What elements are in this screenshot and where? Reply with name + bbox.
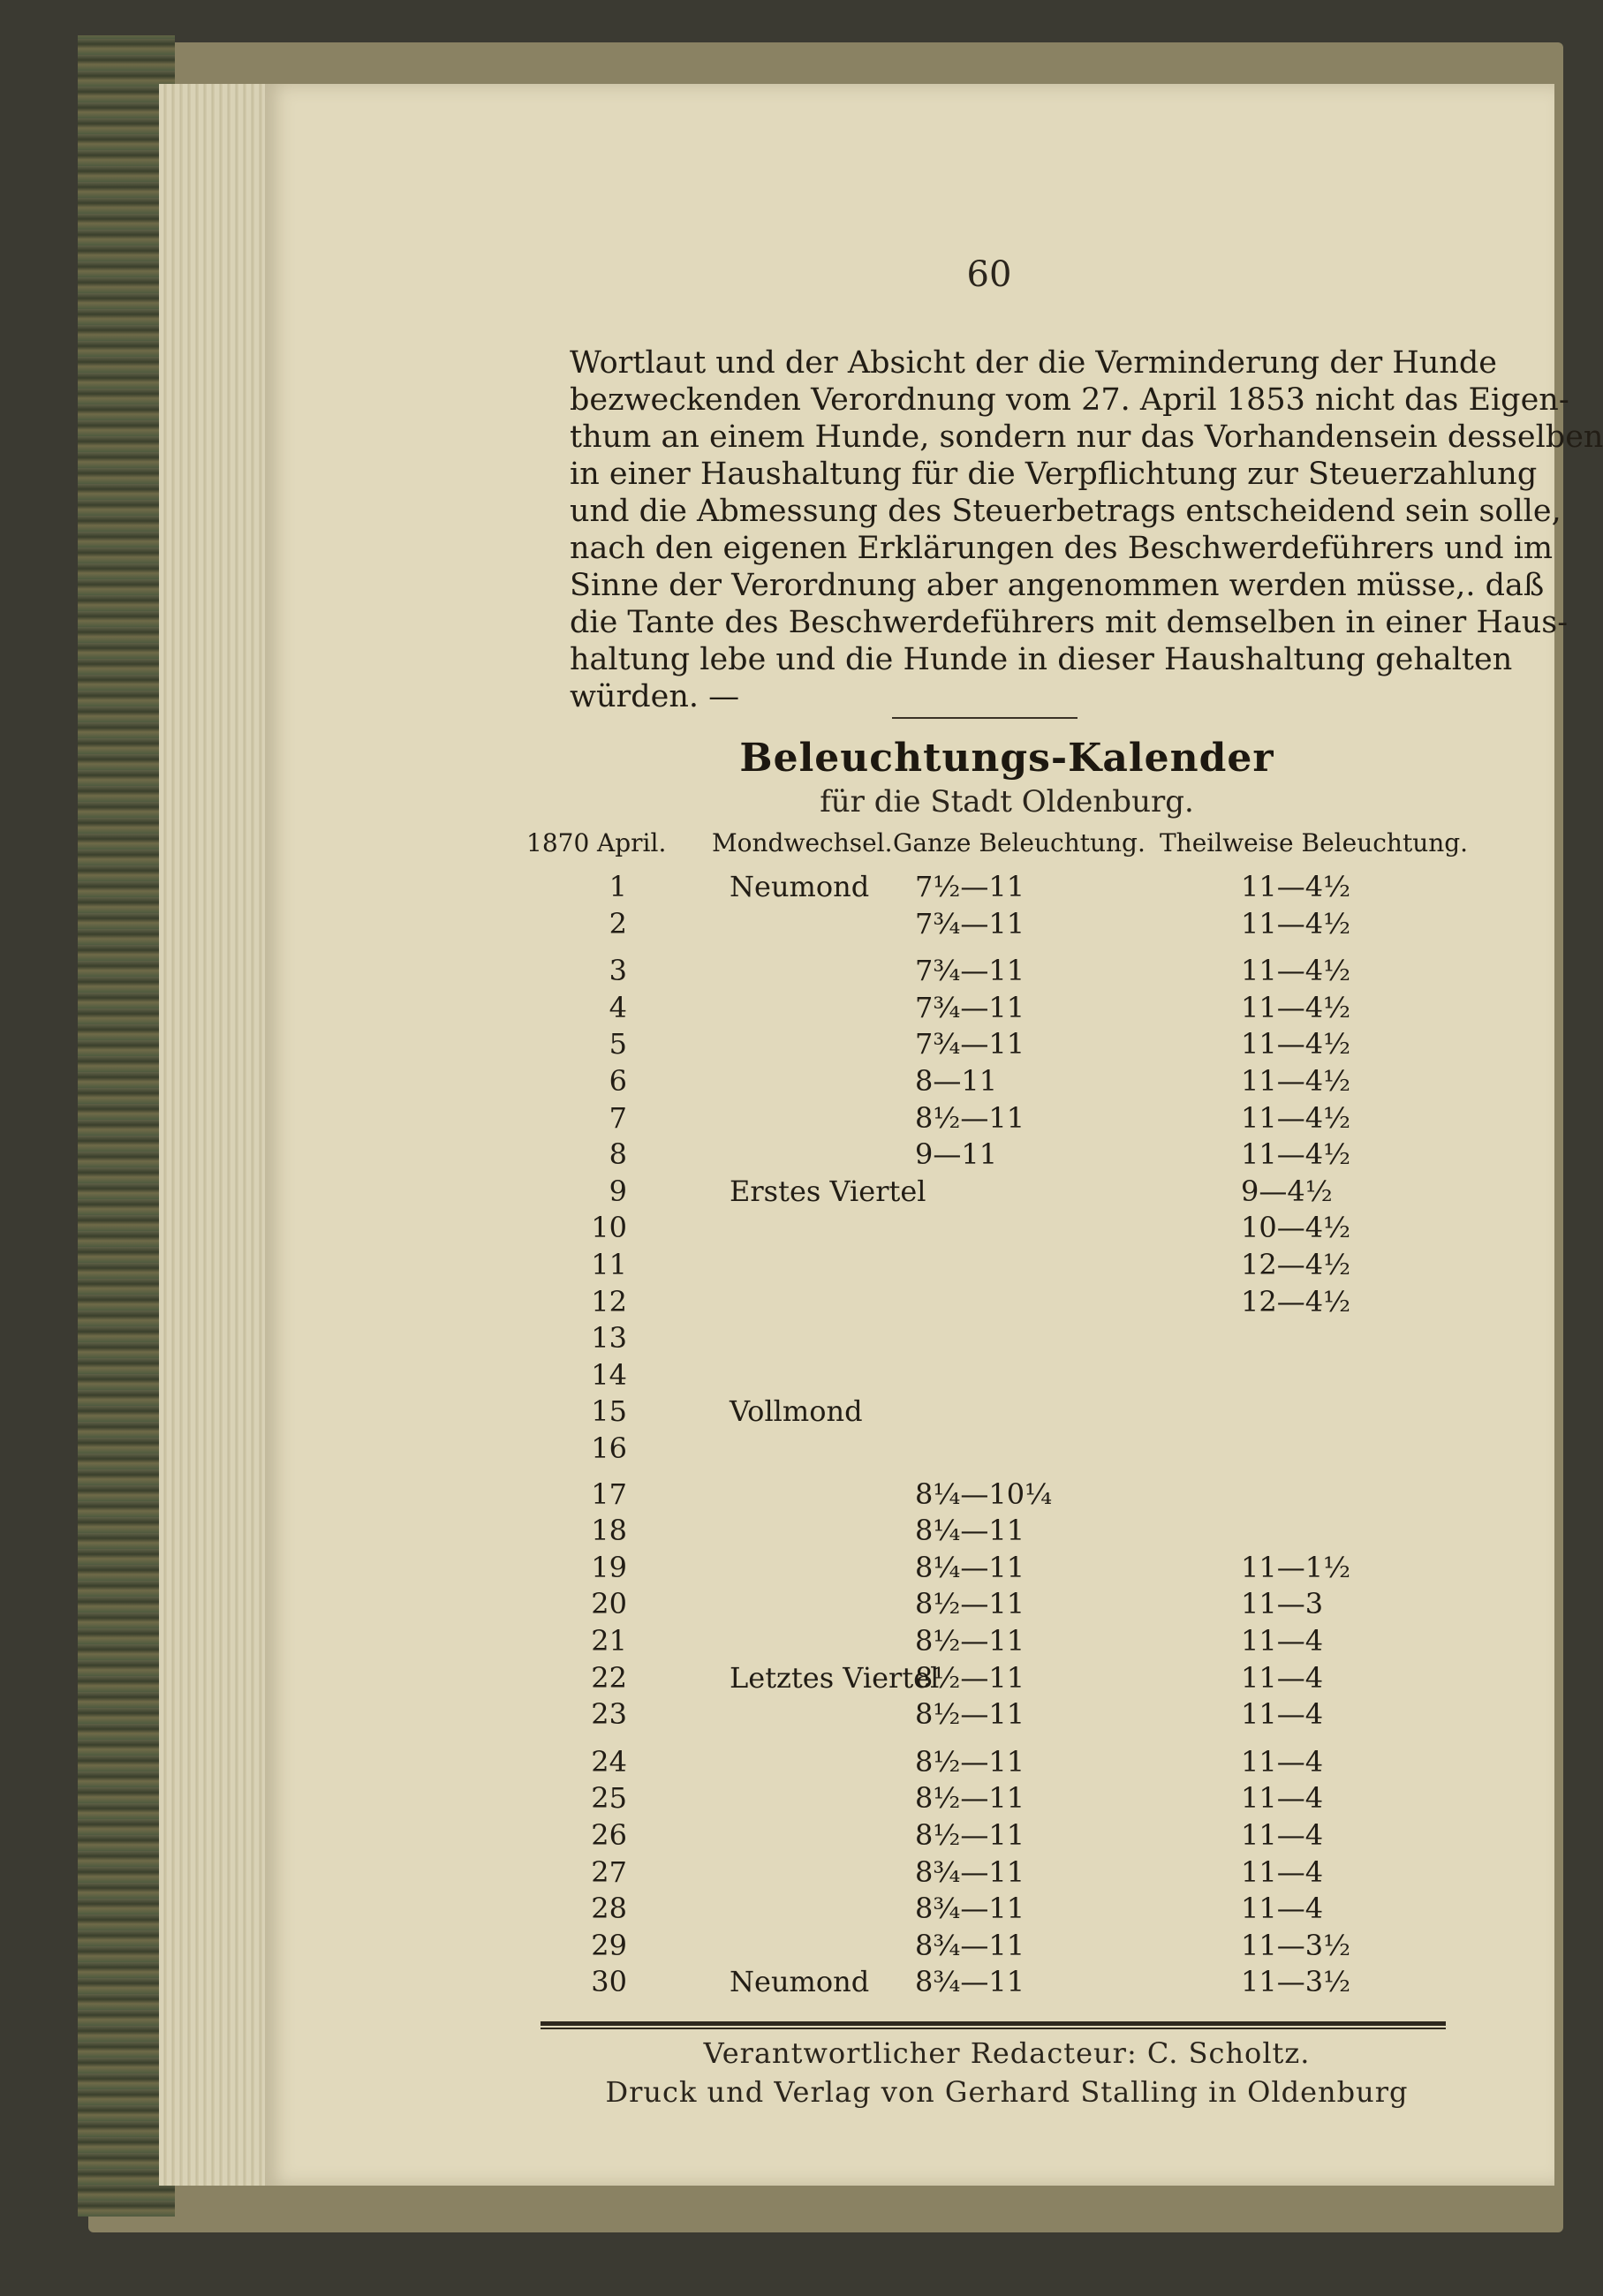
day-cell: 6 bbox=[609, 1064, 627, 1098]
day-cell: 21 bbox=[591, 1624, 627, 1658]
table-row bbox=[0, 1965, 1578, 1997]
table-row bbox=[0, 1174, 1578, 1206]
moon-phase-cell: Neumond bbox=[730, 1965, 870, 1999]
paragraph-line: und die Abmessung des Steuerbetrags entscheidend sein solle, bbox=[570, 494, 1561, 529]
partial-lighting-cell: 11—4 bbox=[1241, 1744, 1324, 1779]
partial-lighting-cell: 12—4½ bbox=[1241, 1248, 1351, 1281]
partial-lighting-cell: 11—3 bbox=[1241, 1587, 1324, 1621]
table-row bbox=[0, 1394, 1578, 1429]
table-row bbox=[0, 1211, 1578, 1245]
day-cell: 2 bbox=[609, 906, 627, 940]
partial-lighting-cell: 11—4 bbox=[1241, 1892, 1324, 1926]
moon-phase-cell: Letztes Viertel bbox=[730, 1660, 940, 1695]
table-row bbox=[0, 1514, 1578, 1548]
partial-lighting-cell: 11—4 bbox=[1241, 1818, 1324, 1852]
day-cell: 12 bbox=[591, 1284, 627, 1318]
table-row bbox=[0, 1551, 1578, 1582]
day-cell: 28 bbox=[591, 1892, 627, 1926]
day-cell: 4 bbox=[609, 990, 627, 1024]
full-lighting-cell: 8½—11 bbox=[915, 1744, 1025, 1779]
header-partial-lighting: Theilweise Beleuchtung. bbox=[1160, 828, 1469, 857]
day-cell: 16 bbox=[591, 1431, 627, 1465]
day-cell: 11 bbox=[591, 1248, 627, 1281]
day-cell: 25 bbox=[591, 1781, 627, 1816]
partial-lighting-cell: 11—4½ bbox=[1241, 1137, 1351, 1172]
table-row bbox=[0, 1285, 1578, 1317]
full-lighting-cell: 7¾—11 bbox=[915, 1027, 1025, 1061]
header-moon-phase: Mondwechsel. bbox=[712, 828, 893, 857]
moon-phase-cell: Vollmond bbox=[730, 1394, 863, 1429]
day-cell: 18 bbox=[591, 1514, 627, 1548]
day-cell: 13 bbox=[591, 1321, 627, 1356]
table-row bbox=[0, 1855, 1578, 1887]
full-lighting-cell: 8¼—11 bbox=[915, 1550, 1025, 1584]
paragraph-line: Wortlaut und der Absicht der die Verminderung der Hunde bbox=[570, 345, 1498, 381]
day-cell: 3 bbox=[609, 954, 627, 988]
partial-lighting-cell: 11—4½ bbox=[1241, 954, 1351, 988]
partial-lighting-cell: 12—4½ bbox=[1241, 1284, 1351, 1318]
day-cell: 22 bbox=[591, 1660, 627, 1695]
full-lighting-cell: 8½—11 bbox=[915, 1624, 1025, 1658]
full-lighting-cell: 8¾—11 bbox=[915, 1965, 1025, 1999]
full-lighting-cell: 7½—11 bbox=[915, 870, 1025, 903]
partial-lighting-cell: 11—4½ bbox=[1241, 1027, 1351, 1061]
partial-lighting-cell: 11—3½ bbox=[1241, 1965, 1351, 1999]
full-lighting-cell: 8½—11 bbox=[915, 1781, 1025, 1816]
day-cell: 15 bbox=[591, 1394, 627, 1429]
full-lighting-cell: 7¾—11 bbox=[915, 954, 1025, 988]
moon-phase-cell: Erstes Viertel bbox=[730, 1174, 926, 1208]
day-cell: 29 bbox=[591, 1928, 627, 1962]
table-row bbox=[0, 1892, 1578, 1926]
day-cell: 27 bbox=[591, 1854, 627, 1889]
paragraph-line: würden. — bbox=[570, 679, 740, 714]
table-row bbox=[0, 1248, 1578, 1280]
full-lighting-cell: 8½—11 bbox=[915, 1818, 1025, 1852]
table-row bbox=[0, 1929, 1578, 1960]
page-number: 60 bbox=[966, 254, 1012, 295]
partial-lighting-cell: 11—4½ bbox=[1241, 1100, 1351, 1135]
day-cell: 23 bbox=[591, 1697, 627, 1732]
full-lighting-cell: 8½—11 bbox=[915, 1697, 1025, 1732]
partial-lighting-cell: 11—4½ bbox=[1241, 990, 1351, 1024]
paragraph-line: die Tante des Beschwerdeführers mit demselben in einer Haus- bbox=[570, 605, 1569, 640]
day-cell: 10 bbox=[591, 1211, 627, 1245]
table-row bbox=[0, 1477, 1578, 1509]
full-lighting-cell: 8½—11 bbox=[915, 1587, 1025, 1621]
table-row bbox=[0, 1137, 1578, 1172]
full-lighting-cell: 8¾—11 bbox=[915, 1928, 1025, 1962]
day-cell: 8 bbox=[609, 1137, 627, 1172]
section-divider bbox=[892, 717, 1077, 719]
partial-lighting-cell: 11—1½ bbox=[1241, 1550, 1351, 1584]
full-lighting-cell: 8¼—10¼ bbox=[915, 1477, 1053, 1511]
full-lighting-cell: 8½—11 bbox=[915, 1660, 1025, 1695]
moon-phase-cell: Neumond bbox=[730, 870, 870, 903]
paragraph-line: bezweckenden Verordnung vom 27. April 1853 nicht das Eigen- bbox=[570, 382, 1569, 418]
day-cell: 19 bbox=[591, 1550, 627, 1584]
table-row bbox=[0, 907, 1578, 939]
table-row bbox=[0, 1064, 1578, 1096]
full-lighting-cell: 8¾—11 bbox=[915, 1854, 1025, 1889]
table-row bbox=[0, 1587, 1578, 1619]
footer-rule bbox=[541, 2021, 1446, 2029]
day-cell: 14 bbox=[591, 1357, 627, 1392]
partial-lighting-cell: 11—4 bbox=[1241, 1781, 1324, 1816]
partial-lighting-cell: 11—4½ bbox=[1241, 1064, 1351, 1098]
editor-credit: Verantwortlicher Redacteur: C. Scholtz. bbox=[703, 2036, 1311, 2070]
table-row bbox=[0, 1431, 1578, 1463]
printer-credit: Druck und Verlag von Gerhard Stalling in Oldenburg bbox=[605, 2075, 1409, 2109]
day-cell: 5 bbox=[609, 1027, 627, 1061]
partial-lighting-cell: 11—4 bbox=[1241, 1660, 1324, 1695]
paragraph-line: haltung lebe und die Hunde in dieser Haushaltung gehalten bbox=[570, 642, 1513, 677]
header-year: 1870 bbox=[526, 828, 590, 857]
full-lighting-cell: 8¾—11 bbox=[915, 1892, 1025, 1926]
day-cell: 26 bbox=[591, 1818, 627, 1852]
partial-lighting-cell: 11—4½ bbox=[1241, 906, 1351, 940]
paragraph-line: in einer Haushaltung für die Verpflichtung zur Steuerzahlung bbox=[570, 457, 1538, 492]
partial-lighting-cell: 9—4½ bbox=[1241, 1174, 1333, 1208]
day-cell: 9 bbox=[609, 1174, 627, 1208]
day-cell: 7 bbox=[609, 1100, 627, 1135]
header-full-lighting: Ganze Beleuchtung. bbox=[893, 828, 1146, 857]
table-row bbox=[0, 1697, 1578, 1732]
day-cell: 20 bbox=[591, 1587, 627, 1621]
day-cell: 17 bbox=[591, 1477, 627, 1511]
calendar-subtitle: für die Stadt Oldenburg. bbox=[820, 784, 1194, 819]
full-lighting-cell: 8½—11 bbox=[915, 1100, 1025, 1135]
partial-lighting-cell: 10—4½ bbox=[1241, 1211, 1351, 1245]
table-row bbox=[0, 1101, 1578, 1133]
body-paragraph bbox=[570, 344, 1603, 715]
full-lighting-cell: 7¾—11 bbox=[915, 990, 1025, 1024]
table-row bbox=[0, 1745, 1578, 1777]
day-cell: 1 bbox=[609, 870, 627, 903]
partial-lighting-cell: 11—4 bbox=[1241, 1697, 1324, 1732]
full-lighting-cell: 8—11 bbox=[915, 1064, 998, 1098]
table-row bbox=[0, 1321, 1578, 1356]
table-row bbox=[0, 1027, 1578, 1059]
partial-lighting-cell: 11—4 bbox=[1241, 1624, 1324, 1658]
paragraph-line: thum an einem Hunde, sondern nur das Vorhandensein desselben bbox=[570, 419, 1603, 455]
table-row bbox=[0, 954, 1578, 986]
table-row bbox=[0, 870, 1578, 902]
partial-lighting-cell: 11—4½ bbox=[1241, 870, 1351, 903]
partial-lighting-cell: 11—4 bbox=[1241, 1854, 1324, 1889]
paragraph-line: Sinne der Verordnung aber angenommen werden müsse,. daß bbox=[570, 568, 1545, 603]
table-row bbox=[0, 1624, 1578, 1656]
day-cell: 30 bbox=[591, 1965, 627, 1999]
full-lighting-cell: 9—11 bbox=[915, 1137, 998, 1172]
table-row bbox=[0, 1781, 1578, 1816]
full-lighting-cell: 8¼—11 bbox=[915, 1514, 1025, 1548]
full-lighting-cell: 7¾—11 bbox=[915, 906, 1025, 940]
table-row bbox=[0, 1818, 1578, 1850]
table-row bbox=[0, 1661, 1578, 1693]
partial-lighting-cell: 11—3½ bbox=[1241, 1928, 1351, 1962]
day-cell: 24 bbox=[591, 1744, 627, 1779]
header-month: April. bbox=[597, 828, 667, 857]
paragraph-line: nach den eigenen Erklärungen des Beschwerdeführers und im bbox=[570, 531, 1554, 566]
table-row bbox=[0, 991, 1578, 1023]
table-row bbox=[0, 1358, 1578, 1390]
calendar-title: Beleuchtungs-Kalender bbox=[739, 736, 1274, 781]
